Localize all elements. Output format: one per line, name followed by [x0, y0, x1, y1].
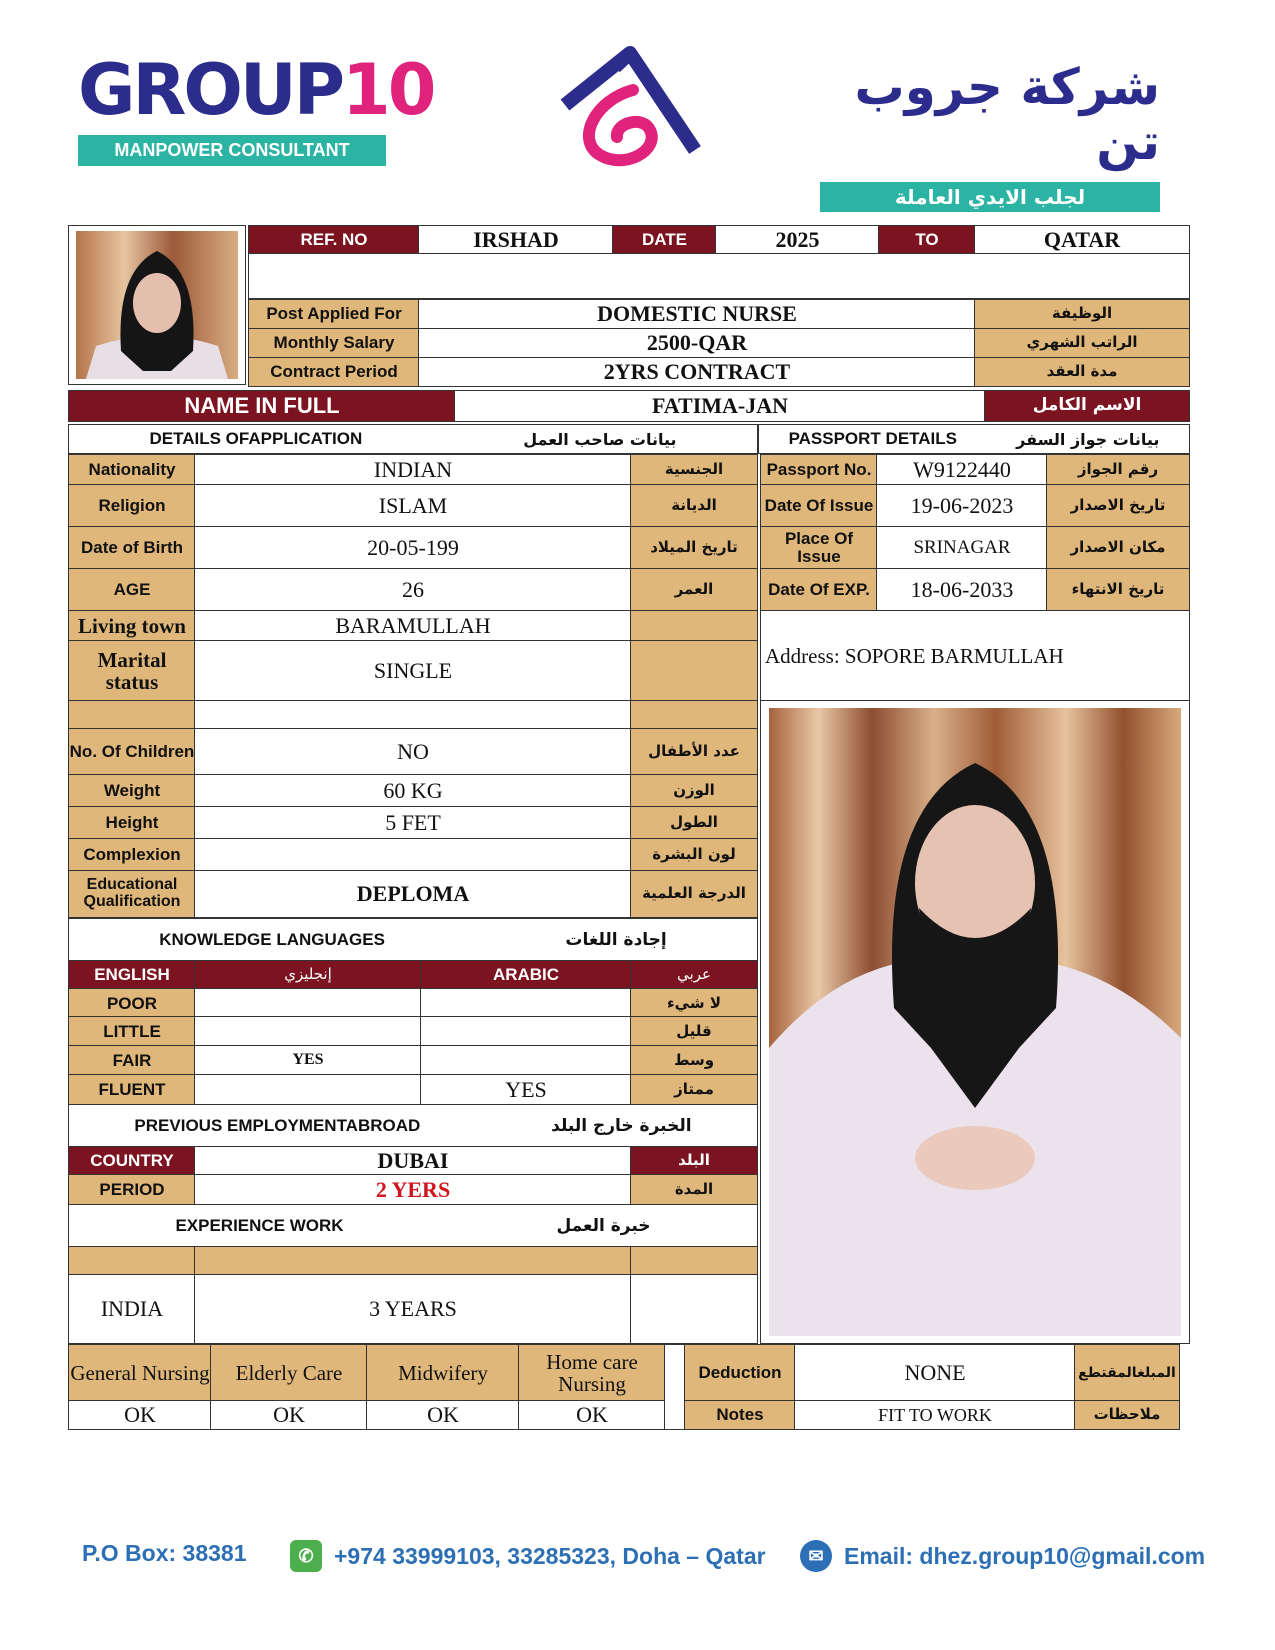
- english-level-value: YES: [194, 1045, 422, 1076]
- language-level-ar: ممتاز: [630, 1074, 758, 1105]
- children-ar: عدد الأطفال: [630, 728, 758, 776]
- passport-section-title: [758, 424, 1190, 454]
- salary-value: 2500-QAR: [418, 328, 976, 358]
- previous-title-ar: الخبرة خارج البلد: [551, 1116, 692, 1136]
- children-value: NO: [194, 728, 632, 776]
- languages-title-ar: إجادة اللغات: [565, 930, 667, 950]
- place-ar: مكان الاصدار: [1046, 526, 1190, 570]
- dob-value: 20-05-199: [194, 526, 632, 570]
- whatsapp-icon: ✆: [290, 1540, 322, 1572]
- footer-phone: [290, 1540, 766, 1572]
- exp-label: Date Of EXP.: [760, 568, 878, 612]
- date-value: 2025: [715, 225, 880, 255]
- country-label: COUNTRY: [68, 1146, 196, 1176]
- skill-label: General Nursing: [68, 1344, 212, 1402]
- place-label: Place Of Issue: [760, 526, 878, 570]
- arabic-logo: [820, 60, 1160, 212]
- application-title: DETAILS OFAPPLICATION: [149, 429, 363, 448]
- height-value: 5 FET: [194, 806, 632, 840]
- exp-ar: تاريخ الانتهاء: [1046, 568, 1190, 612]
- contract-label: Contract Period: [248, 357, 420, 387]
- education-label: Educational Qualification: [68, 870, 196, 918]
- notes-value: FIT TO WORK: [794, 1400, 1076, 1430]
- salary-ar: الراتب الشهري: [974, 328, 1190, 358]
- skill-label: Home care Nursing: [518, 1344, 666, 1402]
- blank-ar: [630, 700, 758, 730]
- blank-label: [68, 700, 196, 730]
- ref-label: REF. NO: [248, 225, 420, 255]
- to-label: TO: [878, 225, 976, 255]
- dob-label: Date of Birth: [68, 526, 196, 570]
- footer-pobox: P.O Box: 38381: [82, 1540, 247, 1566]
- language-level-ar: لا شيء: [630, 988, 758, 1019]
- period-ar: المدة: [630, 1174, 758, 1206]
- exp-value: 18-06-2033: [876, 568, 1048, 612]
- date-label: DATE: [612, 225, 717, 255]
- arabic-label: ARABIC: [420, 960, 632, 990]
- experience-title-row: [68, 1204, 758, 1248]
- email-icon: ✉: [800, 1540, 832, 1572]
- english-level-value: [194, 1016, 422, 1047]
- skill-value: OK: [366, 1400, 520, 1430]
- name-value: FATIMA-JAN: [454, 390, 986, 422]
- complexion-value: [194, 838, 632, 872]
- deduction-value: NONE: [794, 1344, 1076, 1402]
- experience-country: INDIA: [68, 1274, 196, 1344]
- name-ar: الاسم الكامل: [984, 390, 1190, 422]
- nationality-ar: الجنسية: [630, 454, 758, 486]
- place-value: SRINAGAR: [876, 526, 1048, 570]
- photo-frame: [68, 225, 246, 385]
- nationality-label: Nationality: [68, 454, 196, 486]
- name-label: NAME IN FULL: [68, 390, 456, 422]
- english-label: ENGLISH: [68, 960, 196, 990]
- post-label: Post Applied For: [248, 299, 420, 329]
- address: Address: SOPORE BARMULLAH: [760, 610, 1190, 702]
- passport-no-label: Passport No.: [760, 454, 878, 486]
- footer-phone-text: +974 33999103, 33285323, Doha – Qatar: [334, 1542, 766, 1569]
- post-ar: الوظيفة: [974, 299, 1190, 329]
- weight-label: Weight: [68, 774, 196, 808]
- arabic-level-value: YES: [420, 1074, 632, 1105]
- contract-value: 2YRS CONTRACT: [418, 357, 976, 387]
- language-level-ar: قليل: [630, 1016, 758, 1047]
- passport-title-ar: بيانات جواز السفر: [1016, 429, 1160, 449]
- dob-ar: تاريخ الميلاد: [630, 526, 758, 570]
- issue-ar: تاريخ الاصدار: [1046, 484, 1190, 528]
- post-value: DOMESTIC NURSE: [418, 299, 976, 329]
- town-ar-empty: [630, 610, 758, 642]
- skill-value: OK: [210, 1400, 368, 1430]
- marital-label: Marital status: [68, 640, 196, 702]
- skill-value: OK: [518, 1400, 666, 1430]
- experience-title-ar: خبرة العمل: [556, 1216, 651, 1236]
- experience-header-3: [630, 1246, 758, 1276]
- english-ar: إنجليزي: [194, 960, 422, 990]
- contract-ar: مدة العقد: [974, 357, 1190, 387]
- languages-title: KNOWLEDGE LANGUAGES: [159, 930, 385, 949]
- marital-value: SINGLE: [194, 640, 632, 702]
- experience-header-1: [68, 1246, 196, 1276]
- complexion-ar: لون البشرة: [630, 838, 758, 872]
- religion-value: ISLAM: [194, 484, 632, 528]
- group10-logo: [78, 49, 434, 166]
- height-ar: الطول: [630, 806, 758, 840]
- town-value: BARAMULLAH: [194, 610, 632, 642]
- skill-label: Elderly Care: [210, 1344, 368, 1402]
- applicant-photo-large: [769, 708, 1181, 1336]
- english-level-value: [194, 988, 422, 1019]
- previous-title: PREVIOUS EMPLOYMENTABROAD: [134, 1116, 421, 1135]
- weight-value: 60 KG: [194, 774, 632, 808]
- logo-subtitle: MANPOWER CONSULTANT: [78, 135, 386, 166]
- issue-label: Date Of Issue: [760, 484, 878, 528]
- blank-value: [194, 700, 632, 730]
- town-label: Living town: [68, 610, 196, 642]
- education-value: DEPLOMA: [194, 870, 632, 918]
- logo-arabic: شركة جروب تن: [854, 58, 1160, 171]
- complexion-label: Complexion: [68, 838, 196, 872]
- large-photo-frame: [760, 700, 1190, 1344]
- footer-email[interactable]: [800, 1540, 1205, 1572]
- arabic-level-value: [420, 988, 632, 1019]
- language-level-label: FLUENT: [68, 1074, 196, 1105]
- arabic-level-value: [420, 1016, 632, 1047]
- period-value: 2 YERS: [194, 1174, 632, 1206]
- skill-label: Midwifery: [366, 1344, 520, 1402]
- country-value: DUBAI: [194, 1146, 632, 1176]
- passport-title: PASSPORT DETAILS: [788, 429, 958, 448]
- religion-label: Religion: [68, 484, 196, 528]
- application-title-ar: بيانات صاحب العمل: [523, 429, 677, 449]
- ref-value: IRSHAD: [418, 225, 614, 255]
- weight-ar: الوزن: [630, 774, 758, 808]
- logo-number: 10: [342, 49, 434, 131]
- age-value: 26: [194, 568, 632, 612]
- height-label: Height: [68, 806, 196, 840]
- company-emblem-icon: [555, 45, 705, 175]
- age-ar: العمر: [630, 568, 758, 612]
- passport-no-ar: رقم الجواز: [1046, 454, 1190, 486]
- skill-value: OK: [68, 1400, 212, 1430]
- education-ar: الدرجة العلمية: [630, 870, 758, 918]
- period-label: PERIOD: [68, 1174, 196, 1206]
- issue-value: 19-06-2023: [876, 484, 1048, 528]
- notes-label: Notes: [684, 1400, 796, 1430]
- blank-row: [248, 253, 1190, 299]
- logo-text: GROUP: [78, 49, 343, 131]
- language-level-label: LITTLE: [68, 1016, 196, 1047]
- religion-ar: الديانة: [630, 484, 758, 528]
- deduction-ar: المبلغالمقتطع: [1074, 1344, 1180, 1402]
- experience-years: 3 YEARS: [194, 1274, 632, 1344]
- experience-header-2: [194, 1246, 632, 1276]
- to-value: QATAR: [974, 225, 1190, 255]
- application-section-title: [68, 424, 758, 454]
- arabic-ar: عربي: [630, 960, 758, 990]
- skills-spacer: [664, 1344, 686, 1430]
- experience-empty: [630, 1274, 758, 1344]
- languages-title-row: [68, 918, 758, 962]
- logo-arabic-subtitle: لجلب الايدي العاملة: [820, 182, 1160, 212]
- language-level-label: POOR: [68, 988, 196, 1019]
- footer-email-text[interactable]: Email: dhez.group10@gmail.com: [844, 1542, 1206, 1569]
- previous-title-row: [68, 1104, 758, 1148]
- deduction-label: Deduction: [684, 1344, 796, 1402]
- salary-label: Monthly Salary: [248, 328, 420, 358]
- notes-ar: ملاحظات: [1074, 1400, 1180, 1430]
- language-level-label: FAIR: [68, 1045, 196, 1076]
- age-label: AGE: [68, 568, 196, 612]
- language-level-ar: وسط: [630, 1045, 758, 1076]
- applicant-photo-small: [76, 231, 238, 379]
- arabic-level-value: [420, 1045, 632, 1076]
- nationality-value: INDIAN: [194, 454, 632, 486]
- children-label: No. Of Children: [68, 728, 196, 776]
- country-ar: البلد: [630, 1146, 758, 1176]
- passport-no-value: W9122440: [876, 454, 1048, 486]
- english-level-value: [194, 1074, 422, 1105]
- marital-ar-empty: [630, 640, 758, 702]
- experience-title: EXPERIENCE WORK: [175, 1216, 344, 1235]
